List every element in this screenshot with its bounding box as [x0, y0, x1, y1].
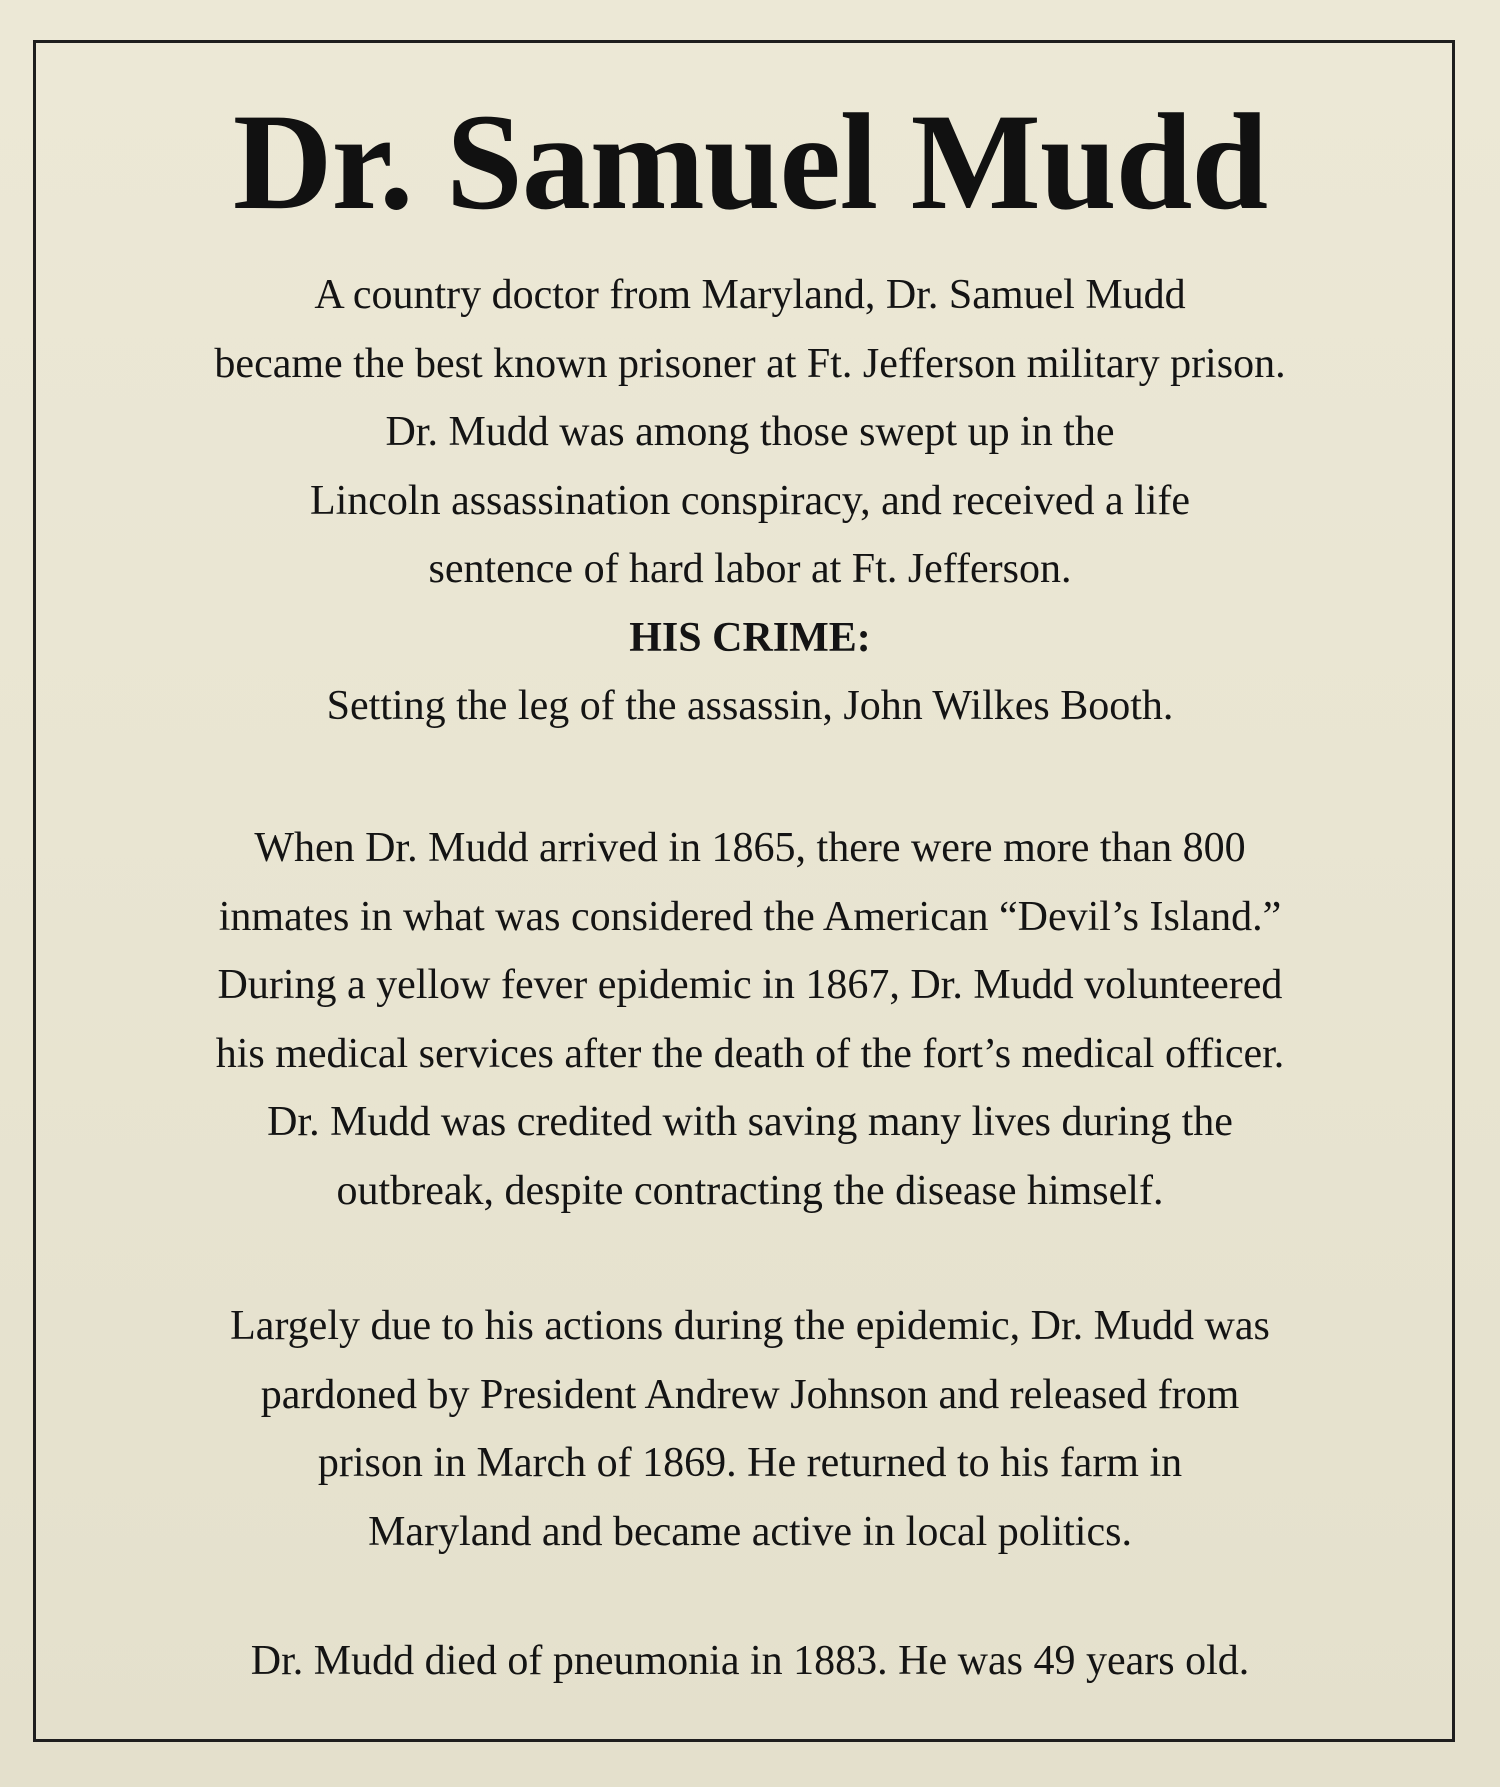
paragraph-intro	[60, 261, 1440, 741]
text-line: his medical services after the death of the fort’s medical officer.	[215, 1030, 1285, 1077]
text-line: A country doctor from Maryland, Dr. Samuel Mudd	[314, 272, 1186, 318]
crime-heading: HIS CRIME:	[629, 614, 871, 661]
plaque-title: Dr. Samuel Mudd	[232, 85, 1268, 238]
paragraph-death	[60, 1627, 1440, 1696]
text-line: During a yellow fever epidemic in 1867, Dr. Mudd volunteered	[217, 962, 1283, 1008]
text-line: Maryland and became active in local politics.	[368, 1508, 1132, 1555]
text-line: became the best known prisoner at Ft. Jefferson military prison.	[214, 340, 1286, 387]
text-line: Dr. Mudd was among those swept up in the	[385, 409, 1115, 455]
text-line: inmates in what was considered the American “Devil’s Island.”	[218, 893, 1282, 940]
text-line: Dr. Mudd was credited with saving many lives during the	[267, 1099, 1233, 1145]
text-line: Lincoln assassination conspiracy, and received a life	[309, 477, 1191, 524]
paragraph-epidemic	[60, 814, 1440, 1225]
text-line: Dr. Mudd died of pneumonia in 1883. He was 49 years old.	[250, 1638, 1250, 1684]
paragraph-pardon	[60, 1292, 1440, 1566]
text-line: sentence of hard labor at Ft. Jefferson.	[428, 546, 1072, 592]
text-line: Largely due to his actions during the epidemic, Dr. Mudd was	[230, 1303, 1270, 1349]
text-line: prison in March of 1869. He returned to his farm in	[317, 1440, 1183, 1486]
text-line: outbreak, despite contracting the disease himself.	[336, 1167, 1164, 1214]
text-line: Setting the leg of the assassin, John Wilkes Booth.	[326, 683, 1174, 729]
text-line: When Dr. Mudd arrived in 1865, there were more than 800	[254, 825, 1246, 871]
text-line: pardoned by President Andrew Johnson and released from	[260, 1371, 1240, 1418]
